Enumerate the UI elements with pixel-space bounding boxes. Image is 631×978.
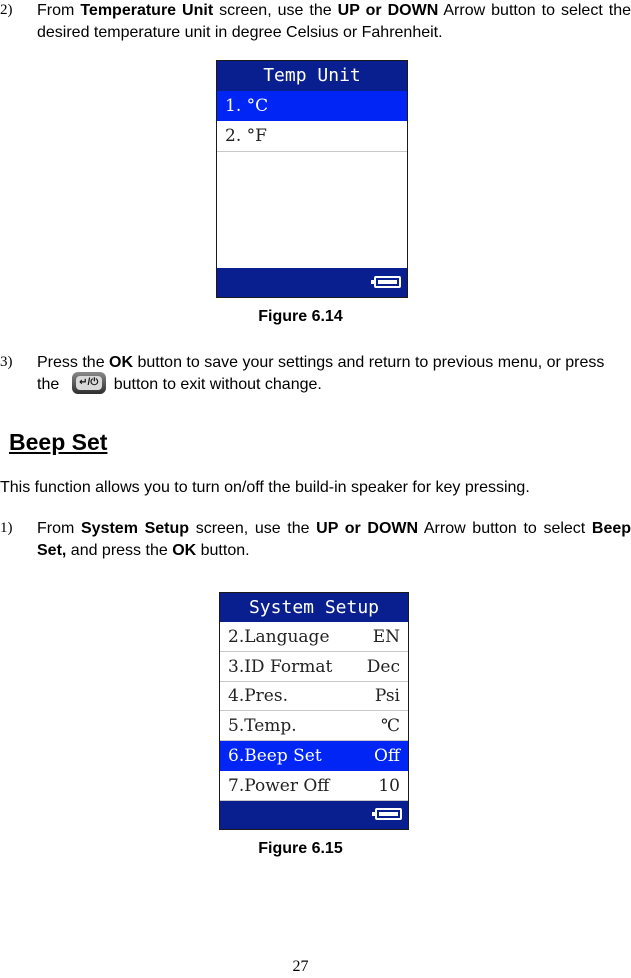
- intro-text: This function allows you to turn on/off the build-in speaker for key pressing.: [0, 479, 530, 496]
- bold-term: UP or DOWN: [316, 520, 419, 537]
- temp-option-celsius[interactable]: [217, 91, 407, 121]
- text-fragment: Arrow button to select: [418, 520, 592, 537]
- system-setup-screen: [219, 592, 409, 830]
- step-3-text: [37, 352, 631, 396]
- text-fragment: Press the: [37, 354, 110, 371]
- bold-term: OK: [109, 354, 134, 371]
- step-1-text: [37, 518, 631, 562]
- figure-caption-6-14: [0, 308, 631, 326]
- temp-option-fahrenheit[interactable]: [217, 121, 407, 152]
- menu-item-label: 2.Language: [228, 626, 330, 647]
- step-2-text: [37, 0, 631, 44]
- text-fragment: button to save your settings and return to previous menu, or press the: [37, 354, 605, 394]
- option-label: 2. °F: [225, 126, 267, 146]
- caption-text: Figure 6.15: [258, 840, 343, 857]
- figure-caption-6-15: [0, 840, 631, 858]
- text-fragment: button.: [196, 542, 250, 559]
- screen-title: System Setup: [220, 593, 408, 622]
- section-heading-beep-set: Beep Set: [9, 429, 108, 455]
- screen-status-bar: [220, 801, 408, 829]
- step-number-3: 3): [0, 354, 13, 370]
- return-power-button-icon: ↵/⏻: [72, 372, 106, 394]
- bold-term: OK: [172, 542, 197, 559]
- menu-item-label: 6.Beep Set: [228, 745, 322, 766]
- menu-item-pressure[interactable]: [220, 682, 408, 711]
- text-fragment: From: [37, 2, 81, 19]
- page-number-text: 27: [292, 958, 309, 975]
- menu-item-language[interactable]: [220, 622, 408, 652]
- menu-item-power-off[interactable]: [220, 771, 408, 801]
- page-number: [0, 958, 631, 976]
- menu-item-value: Psi: [374, 686, 400, 706]
- bold-term: System Setup: [81, 520, 190, 537]
- menu-item-label: 7.Power Off: [228, 775, 330, 796]
- menu-item-value: Dec: [366, 656, 400, 677]
- text-fragment: From: [37, 520, 81, 537]
- battery-icon: [375, 808, 402, 820]
- bold-term: Temperature Unit: [80, 2, 214, 19]
- option-label: 1. °C: [225, 95, 269, 116]
- caption-text: Figure 6.14: [258, 308, 343, 325]
- text-fragment: and press the: [66, 542, 173, 559]
- menu-item-beep-set[interactable]: [220, 741, 408, 771]
- bold-term: UP or DOWN: [337, 2, 439, 19]
- menu-item-label: 4.Pres.: [228, 686, 288, 706]
- temp-unit-screen: [216, 60, 408, 298]
- menu-item-id-format[interactable]: [220, 652, 408, 682]
- menu-item-label: 3.ID Format: [228, 656, 333, 677]
- step-number-2: 2): [0, 2, 13, 18]
- screen-title: Temp Unit: [217, 61, 407, 91]
- menu-item-value: Off: [373, 745, 400, 766]
- text-fragment: screen, use the: [189, 520, 317, 537]
- bold-term: Beep Set,: [37, 520, 631, 559]
- menu-item-label: 5.Temp.: [228, 715, 297, 736]
- screen-status-bar: [217, 268, 407, 297]
- menu-item-temperature[interactable]: [220, 711, 408, 741]
- battery-icon: [374, 276, 401, 288]
- menu-item-value: 10: [378, 775, 400, 796]
- step-number-1: 1): [0, 520, 13, 536]
- text-fragment: screen, use the: [213, 2, 338, 19]
- menu-item-value: ℃: [380, 715, 400, 736]
- text-fragment: Arrow button to select the desired temperature unit in degree Celsius or Fahrenheit.: [37, 2, 631, 41]
- text-fragment: button to exit without change.: [113, 376, 322, 394]
- menu-item-value: EN: [372, 626, 400, 647]
